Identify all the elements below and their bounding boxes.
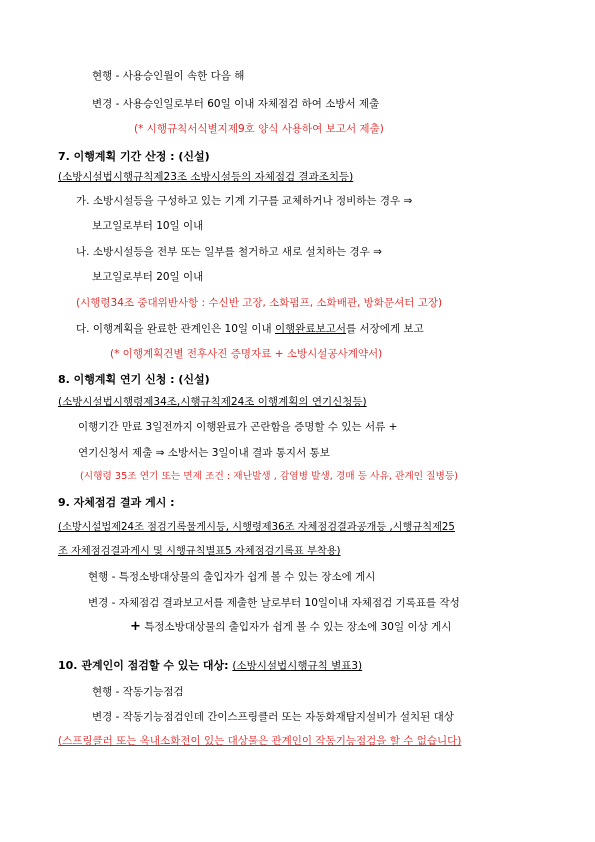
text-line: 변경 - 자체점검 결과보고서를 제출한 날로부터 10일이내 자체점검 기록표를 작성 (88, 597, 460, 609)
text-line (130, 620, 451, 634)
text-line: 연기신청서 제출 ⇒ 소방서는 3일이내 결과 통지서 통보 (78, 447, 330, 459)
section-10-title (58, 659, 362, 673)
plus-sign: + (130, 619, 141, 634)
text-line: 나. 소방시설등을 전부 또는 일부를 철거하고 새로 설치하는 경우 ⇒ (76, 246, 382, 258)
text-segment: 특정소방대상물의 출입자가 쉽게 볼 수 있는 장소에 30일 이상 게시 (144, 621, 452, 633)
section-8-reference: (소방시설법시행령제34조,시행규칙제24조 이행계획의 연기신청등) (58, 396, 367, 408)
note-line: (* 시행규칙서식별지제9호 양식 사용하여 보고서 제출) (134, 123, 384, 135)
text-line: 보고일로부터 10일 이내 (92, 220, 204, 232)
note-line: (시행령 35조 연기 또는 면제 조건 : 재난발생 , 감염병 발생, 경매 등 사유, 관계인 질병등) (80, 471, 459, 482)
text-line: 이행기간 만료 3일전까지 이행완료가 곤란함을 증명할 수 있는 서류 + (78, 421, 398, 433)
text-segment-underlined: 이행완료보고서 (275, 323, 347, 335)
section-9-reference: (소방시설법제24조 점검기록물게시등, 시행령제36조 자체점검결과공개등 ,시행규칙제25 (58, 522, 455, 533)
section-7-reference: (소방시설법시행규칙제23조 소방시설등의 자체점검 결과조치등) (58, 171, 354, 183)
note-line: (* 이행계획건별 전후사진 증명자료 + 소방시설공사계약서) (110, 348, 383, 360)
text-line: 가. 소방시설등을 구성하고 있는 기계 기구를 교체하거나 정비하는 경우 ⇒ (76, 195, 413, 207)
text-line (76, 322, 424, 336)
note-line: (스프링클러 또는 옥내소화전이 있는 대상물은 관계인이 작동기능점검을 할 수 없습니다) (58, 735, 462, 747)
text-line: 변경 - 작동기능점검인데 간이스프링클러 또는 자동화재탐지설비가 설치된 대상 (92, 711, 454, 723)
text-line: 현행 - 사용승인월이 속한 다음 해 (92, 70, 245, 82)
text-line: 현행 - 특정소방대상물의 출입자가 쉽게 볼 수 있는 장소에 게시 (88, 571, 376, 583)
text-segment-bold: 10. 관계인이 점검할 수 있는 대상: (58, 659, 233, 672)
section-8-title: 8. 이행계획 연기 신청 : (신설) (58, 373, 210, 386)
section-9-reference: 조 자체점검결과게시 및 시행규칙별표5 자체점검기록표 부착용) (58, 546, 341, 557)
text-line: 보고일로부터 20일 이내 (92, 271, 204, 283)
text-line: 현행 - 작동기능점검 (92, 686, 184, 698)
text-line: 변경 - 사용승인일로부터 60일 이내 자체점검 하여 소방서 제출 (92, 98, 380, 110)
section-9-title: 9. 자체점검 결과 게시 : (58, 496, 175, 509)
section-7-title: 7. 이행계획 기간 산정 : (신설) (58, 150, 210, 163)
text-segment: 를 서장에게 보고 (346, 323, 424, 335)
note-line: (시행령34조 중대위반사항 : 수신반 고장, 소화펌프, 소화배관, 방화문셔터 고장) (76, 297, 443, 309)
text-segment-underlined: (소방시설법시행규칙 별표3) (232, 660, 363, 672)
text-segment: 다. 이행계획을 완료한 관계인은 10일 이내 (76, 323, 276, 335)
